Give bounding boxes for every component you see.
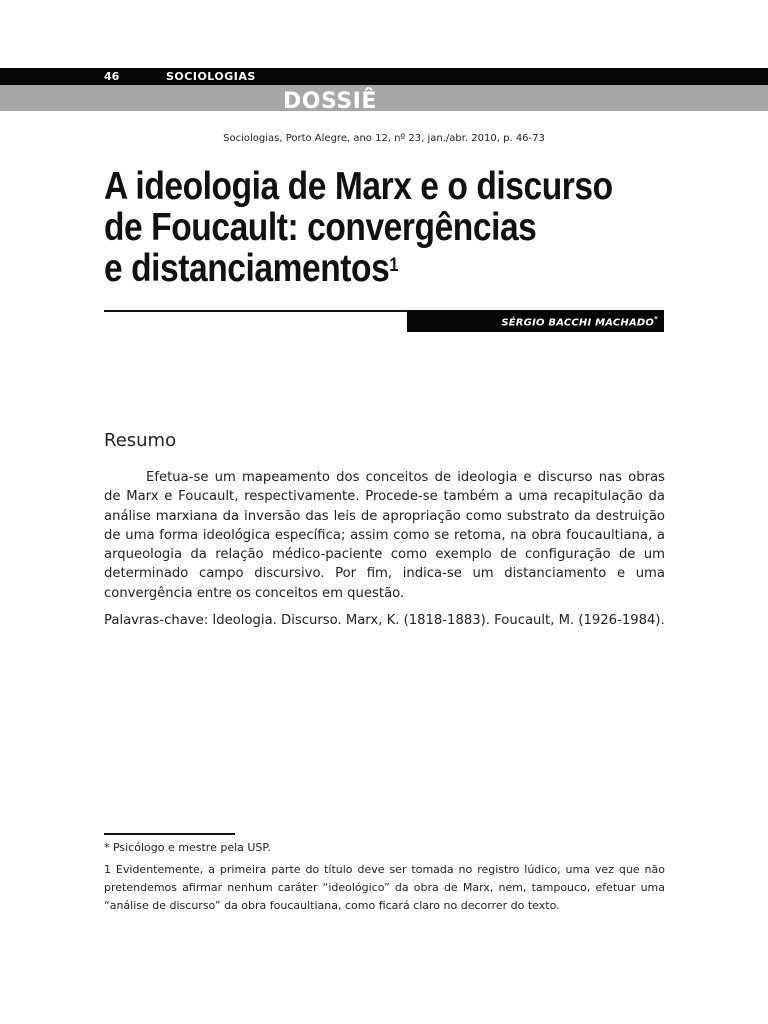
title-line-3: e distanciamentos	[104, 247, 390, 290]
article-title	[104, 166, 620, 289]
abstract-text: Efetua-se um mapeamento dos conceitos de ideologia e discurso nas obras de Marx e Foucault, respectivamente. Procede-se também a uma recapitulação da análise marxiana da inversão das leis de apropriação como substrato da destruição de uma forma ideológica específica; assim como se retoma, na obra foucaultiana, a arqueologia da relação médico-paciente como exemplo de configuração de um determinado campo discursivo. Por fim, indica-se um distanciamento e uma convergência entre os conceitos em questão.	[104, 470, 665, 601]
footnote-1: 1 Evidentemente, a primeira parte do título deve ser tomada no registro lúdico, uma vez que não pretendemos afirmar nenhum caráter “ideológico” da obra de Marx, nem, tampouco, efetuar uma “análise de discurso” da obra foucaultiana, como ficará claro no decorrer do texto.	[104, 863, 665, 912]
footnote-divider	[104, 833, 235, 835]
author-name: SÉRGIO BACCHI MACHADO*	[501, 315, 658, 329]
author-footnote-mark: *	[654, 315, 658, 323]
citation-line: Sociologias, Porto Alegre, ano 12, nº 23, jan./abr. 2010, p. 46-73	[223, 133, 545, 144]
abstract-heading: Resumo	[104, 430, 177, 451]
section-label: DOSSIÊ	[283, 89, 377, 111]
author-bar	[407, 311, 664, 332]
journal-name: SOCIOLOGIAS	[166, 70, 256, 83]
section-banner	[0, 85, 768, 111]
running-header-bar	[0, 68, 768, 85]
page-number: 46	[104, 70, 120, 83]
keywords: Palavras-chave: Ideologia. Discurso. Marx, K. (1818-1883). Foucault, M. (1926-1984).	[104, 613, 665, 628]
title-line-1: A ideologia de Marx e o discurso	[104, 165, 613, 208]
title-line-2: de Foucault: convergências	[104, 206, 537, 249]
title-footnote-mark: 1	[389, 255, 398, 276]
footnote-author: * Psicólogo e mestre pela USP.	[104, 841, 271, 854]
